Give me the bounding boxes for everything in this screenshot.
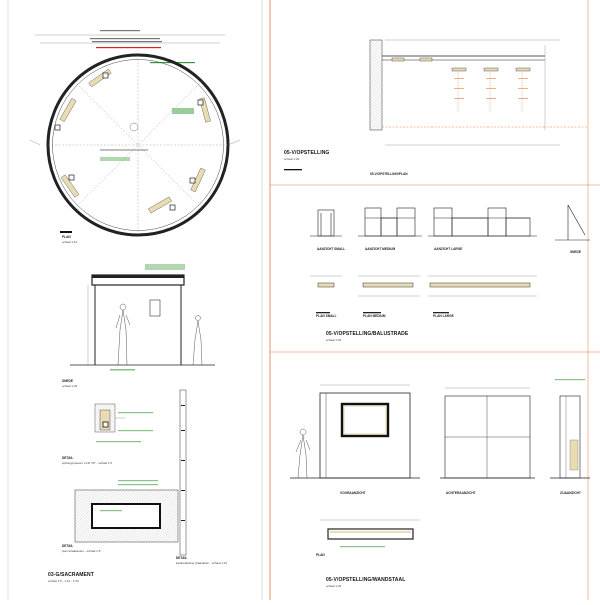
snede-scale: schaal 1:20 (62, 384, 78, 388)
detail-side-drawing (180, 390, 186, 555)
opstelling-caption-bar (284, 169, 302, 170)
balustrade-plan-small: PLAN SMALL (316, 314, 337, 318)
detail-side-caption: DETAIL (176, 556, 188, 560)
balustrade-ground-lines (310, 236, 590, 240)
detail-bottom-drawing (75, 480, 178, 542)
detail-top-caption: DETAIL (62, 456, 74, 460)
sacrament-scale: schaal 1:5 - 1:10 - 1:20 (48, 579, 79, 583)
plan-scale: schaal 1:10 (62, 240, 78, 244)
balustrade-scale: schaal 1:20 (326, 338, 342, 342)
wandstaal-drawing (290, 379, 590, 547)
wandstaal-view-front: VOORAANZICHT (340, 491, 366, 495)
detail-bottom-scale: plan draaikasten - schaal 1:5 (62, 549, 101, 553)
wandstaal-plan: PLAN (316, 553, 325, 557)
wandstaal-title: 05-V/OPSTELLING/WANDSTAAL (326, 577, 406, 583)
balustrade-plan-medium: PLAN MEDIUM (363, 314, 386, 318)
sheet-dividers (270, 0, 600, 600)
balustrade-view-medium: AANZICHT MEDIUM (365, 247, 396, 251)
wandstaal-scale: schaal 1:20 (326, 584, 342, 588)
opstelling-plan-drawing (370, 40, 588, 145)
balustrade-title: 05-V/OPSTELLING/BALUSTRADE (326, 331, 409, 337)
circular-plan (30, 30, 240, 235)
balustrade-view-small: AANZICHT SMALL (317, 247, 346, 251)
snede-caption: SNEDE (62, 379, 73, 383)
plan-caption-bar (60, 231, 72, 233)
detail-top-drawing (95, 404, 153, 442)
wandstaal-view-back: ACHTERAANZICHT (446, 491, 476, 495)
opstelling-scale: schaal 1:20 (284, 157, 300, 161)
wandstaal-view-side: ZIJAANZICHT (560, 491, 581, 495)
balustrade-view-large: AANZICHT LARGE (434, 247, 463, 251)
detail-top-scale: ophangsysteem LCD / B* - schaal 1:5 (62, 461, 113, 465)
opstelling-plan-caption: 05-V/OPSTELLING/PLAN (370, 172, 408, 176)
balustrade-view-snede: SNEDE (570, 250, 581, 254)
opstelling-title: 05-V/OPSTELLING (284, 150, 330, 156)
balustrade-plans (318, 283, 530, 287)
plan-caption: PLAN (62, 235, 71, 239)
snede-drawing (70, 264, 215, 371)
balustrade-plan-large: PLAN LARGE (433, 314, 454, 318)
detail-side-scale: kastbekleding draaidelen - schaal 1:10 (176, 561, 228, 565)
balustrade-drawing (318, 205, 585, 240)
sacrament-title: 03-G/SACRAMENT (48, 572, 94, 578)
detail-bottom-caption: DETAIL (62, 544, 74, 548)
